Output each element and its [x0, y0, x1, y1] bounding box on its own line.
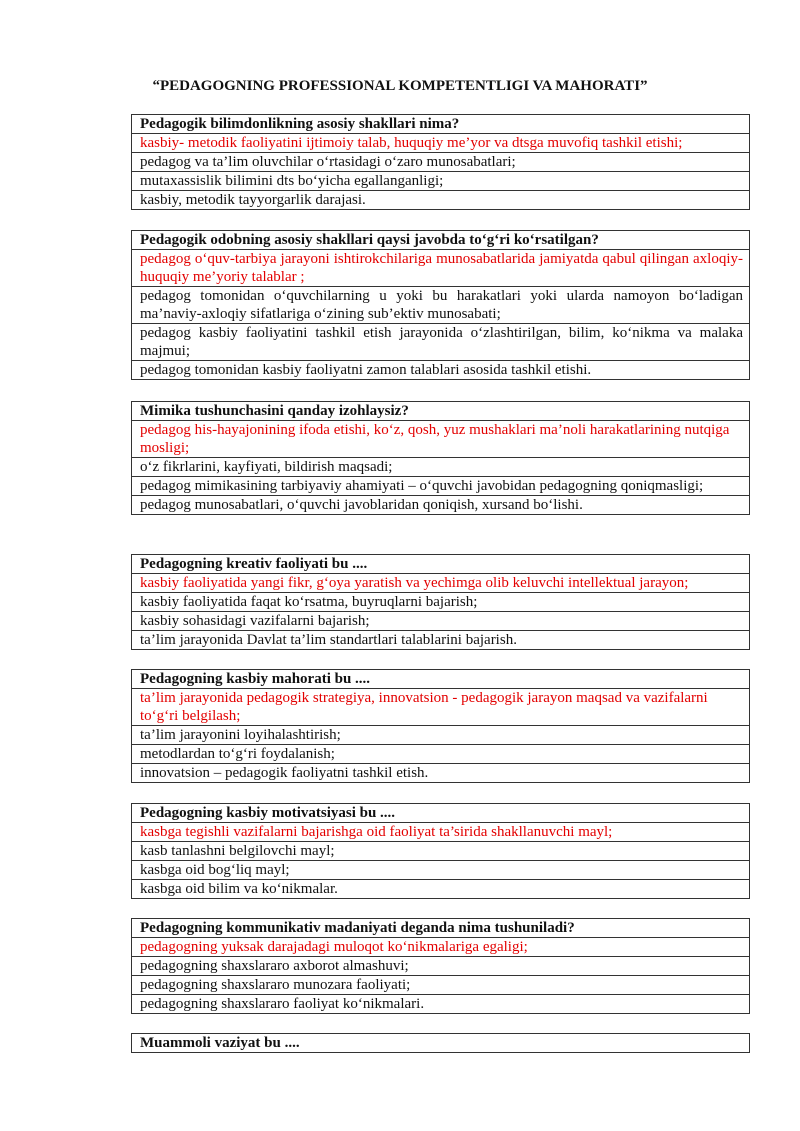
answer-option-correct: pedagogning yuksak darajadagi muloqot ko‘nikmalariga egaligi; — [132, 937, 749, 956]
answer-option: pedagog tomonidan kasbiy faoliyatni zamon talablari asosida tashkil etishi. — [132, 360, 749, 379]
answer-option: o‘z fikrlarini, kayfiyati, bildirish maqsadi; — [132, 457, 749, 476]
answer-option: kasbga oid bog‘liq mayl; — [132, 860, 749, 879]
question-block — [131, 230, 750, 380]
question-text: Pedagogning kommunikativ madaniyati deganda nima tushuniladi? — [140, 920, 575, 936]
question-block — [131, 114, 750, 210]
question-text: Pedagogning kreativ faoliyati bu .... — [140, 556, 368, 572]
answer-option: kasbga oid bilim va ko‘nikmalar. — [132, 879, 749, 898]
answer-option-correct: ta’lim jarayonida pedagogik strategiya, innovatsion - pedagogik jarayon maqsad va vazifalarni to‘g‘ri belgilash; — [132, 688, 749, 725]
answer-option-correct: pedagog his-hayajonining ifoda etishi, ko‘z, qosh, yuz mushaklari ma’noli harakatlarining nutqiga mosligi; — [132, 420, 749, 457]
answer-option-correct: kasbiy faoliyatida yangi fikr, g‘oya yaratish va yechimga olib keluvchi intellektual jarayon; — [132, 573, 749, 592]
answer-option: pedagog kasbiy faoliyatini tashkil etish jarayonida o‘zlashtirilgan, bilim, ko‘nikma va malaka majmui; — [132, 323, 749, 360]
answer-option-correct: kasbga tegishli vazifalarni bajarishga oid faoliyat ta’sirida shakllanuvchi mayl; — [132, 822, 749, 841]
question-block — [131, 669, 750, 783]
answer-option: kasbiy, metodik tayyorgarlik darajasi. — [132, 190, 749, 209]
answer-option-correct: pedagog o‘quv-tarbiya jarayoni ishtirokchilariga munosabatlarida jamiyatda qabul qilingan axloqiy-huquqiy me’yoriy talablar ; — [132, 249, 749, 286]
question-text: Pedagogik odobning asosiy shakllari qaysi javobda to‘g‘ri ko‘rsatilgan? — [140, 232, 599, 248]
question-block — [131, 401, 750, 515]
question-text: Pedagogik bilimdonlikning asosiy shakllari nima? — [140, 116, 460, 132]
answer-option: pedagogning shaxslararo faoliyat ko‘nikmalari. — [132, 994, 749, 1013]
answer-option: ta’lim jarayonida Davlat ta’lim standartlari talablarini bajarish. — [132, 630, 749, 649]
question-text: Pedagogning kasbiy mahorati bu .... — [140, 671, 371, 687]
question-block — [131, 554, 750, 650]
question-block — [131, 803, 750, 899]
answer-option: pedagog mimikasining tarbiyaviy ahamiyati – o‘quvchi javobidan pedagogning qoniqmasligi; — [132, 476, 749, 495]
question-text: Mimika tushunchasini qanday izohlaysiz? — [140, 403, 409, 419]
page-title: “PEDAGOGNING PROFESSIONAL KOMPETENTLIGI VA MAHORATI” — [152, 78, 648, 94]
answer-option: pedagogning shaxslararo axborot almashuvi; — [132, 956, 749, 975]
answer-option: pedagog tomonidan o‘quvchilarning u yoki bu harakatlari yoki ularda namoyon bo‘ladigan ma’naviy-axloqiy sifatlariga o‘zining sub’ektiv munosabati; — [132, 286, 749, 323]
answer-option: pedagog va ta’lim oluvchilar o‘rtasidagi o‘zaro munosabatlari; — [132, 152, 749, 171]
answer-option: innovatsion – pedagogik faoliyatni tashkil etish. — [132, 763, 749, 782]
answer-option: pedagog munosabatlari, o‘quvchi javoblaridan qoniqish, xursand bo‘lishi. — [132, 495, 749, 514]
answer-option: mutaxassislik bilimini dts bo‘yicha egallanganligi; — [132, 171, 749, 190]
answer-option: kasbiy sohasidagi vazifalarni bajarish; — [132, 611, 749, 630]
answer-option-correct: kasbiy- metodik faoliyatini ijtimoiy talab, huquqiy me’yor va dtsga muvofiq tashkil etishi; — [132, 133, 749, 152]
question-block — [131, 1033, 750, 1053]
question-text: Pedagogning kasbiy motivatsiyasi bu .... — [140, 805, 396, 821]
answer-option: ta’lim jarayonini loyihalashtirish; — [132, 725, 749, 744]
question-block — [131, 918, 750, 1014]
answer-option: kasbiy faoliyatida faqat ko‘rsatma, buyruqlarni bajarish; — [132, 592, 749, 611]
question-text: Muammoli vaziyat bu .... — [140, 1035, 300, 1051]
answer-option: kasb tanlashni belgilovchi mayl; — [132, 841, 749, 860]
answer-option: pedagogning shaxslararo munozara faoliyati; — [132, 975, 749, 994]
answer-option: metodlardan to‘g‘ri foydalanish; — [132, 744, 749, 763]
